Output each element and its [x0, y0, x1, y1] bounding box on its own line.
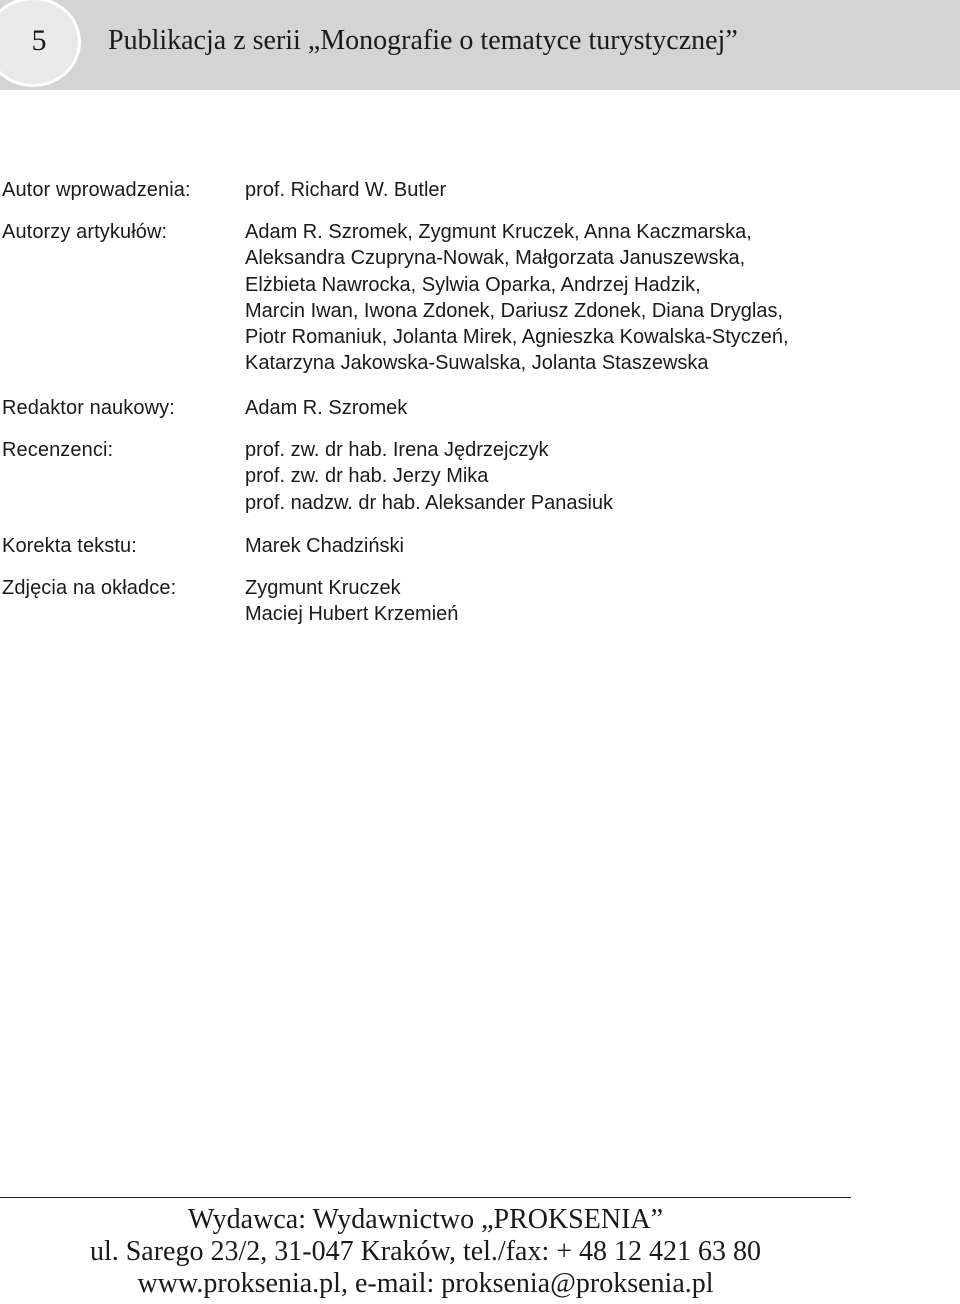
- series-title: Publikacja z serii „Monografie o tematyce turystycznej”: [108, 25, 738, 56]
- credit-values: [245, 575, 458, 628]
- credit-value: Adam R. Szromek: [245, 397, 408, 419]
- footer-divider: [0, 1197, 851, 1198]
- credit-value: Adam R. Szromek, Zygmunt Kruczek, Anna Kaczmarska,: [245, 221, 752, 243]
- credit-value: prof. zw. dr hab. Irena Jędrzejczyk: [245, 439, 549, 461]
- credit-label: Zdjęcia na okładce:: [2, 577, 177, 599]
- credit-values: [245, 395, 407, 421]
- credit-value: prof. Richard W. Butler: [245, 179, 447, 201]
- credit-value: Piotr Romaniuk, Jolanta Mirek, Agnieszka Kowalska-Styczeń,: [245, 326, 789, 349]
- credit-value: Aleksandra Czupryna-Nowak, Małgorzata Januszewska,: [245, 247, 746, 270]
- page-number: 5: [31, 24, 47, 57]
- credit-value: prof. zw. dr hab. Jerzy Mika: [245, 465, 489, 488]
- credit-value: Katarzyna Jakowska-Suwalska, Jolanta Staszewska: [245, 352, 709, 375]
- credit-label: Redaktor naukowy:: [2, 397, 175, 419]
- credit-values: [245, 533, 404, 559]
- credit-values: [245, 177, 446, 203]
- credit-value: prof. nadzw. dr hab. Aleksander Panasiuk: [245, 491, 614, 514]
- credit-value: Maciej Hubert Krzemień: [245, 603, 459, 626]
- publisher-address: ul. Sarego 23/2, 31-047 Kraków, tel./fax: + 48 12 421 63 80: [89, 1236, 762, 1267]
- credit-label: Autorzy artykułów:: [2, 221, 168, 243]
- publisher-contact: www.proksenia.pl, e-mail: proksenia@proksenia.pl: [137, 1268, 714, 1299]
- credit-label: Korekta tekstu:: [2, 535, 137, 557]
- credit-label: Recenzenci:: [2, 439, 114, 461]
- credit-label: Autor wprowadzenia:: [2, 179, 191, 201]
- publisher-name: Wydawca: Wydawnictwo „PROKSENIA”: [187, 1204, 664, 1235]
- credit-values: [245, 437, 613, 516]
- credit-value: Marcin Iwan, Iwona Zdonek, Dariusz Zdonek, Diana Dryglas,: [245, 299, 784, 322]
- credit-values: [245, 219, 789, 377]
- credit-value: Elżbieta Nawrocka, Sylwia Oparka, Andrzej Hadzik,: [245, 273, 701, 296]
- credit-value: Marek Chadziński: [245, 535, 404, 557]
- credit-value: Zygmunt Kruczek: [245, 577, 401, 599]
- publisher-footer: [0, 1204, 851, 1300]
